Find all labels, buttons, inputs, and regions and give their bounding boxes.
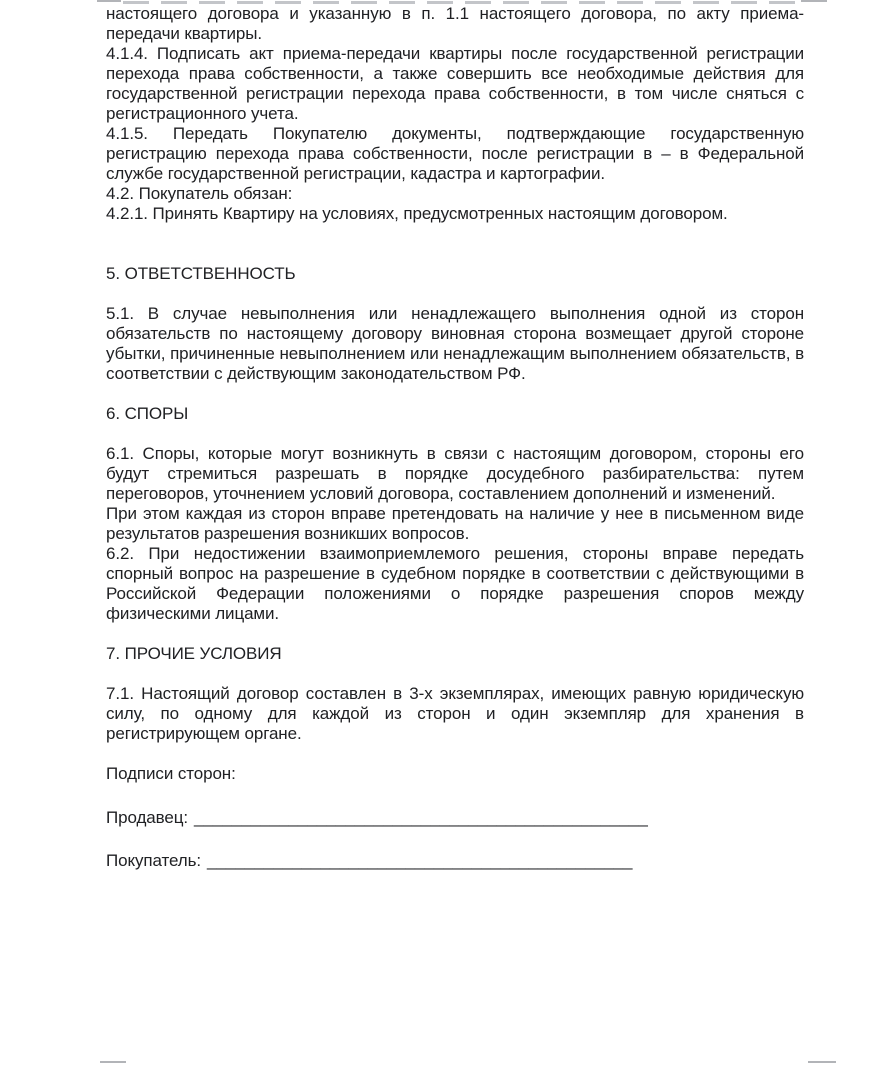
text-boundary-mark-bottom-right [808, 1061, 836, 1063]
clause-4-2: 4.2. Покупатель обязан: [106, 184, 293, 203]
section-7-heading: 7. ПРОЧИЕ УСЛОВИЯ [106, 644, 282, 663]
clause-4-1-4: 4.1.4. Подписать акт приема-передачи квартиры после государственной регистрации перехода права собственности, а также совершить все необходимые действия для государственной регистрации перехода права собственности, в том числе сняться с регистрационного учета. [106, 44, 804, 123]
clause-4-2-1: 4.2.1. Принять Квартиру на условиях, предусмотренных настоящим договором. [106, 204, 728, 223]
section-6-heading: 6. СПОРЫ [106, 404, 189, 423]
clause-6-1-continuation: При этом каждая из сторон вправе претендовать на наличие у нее в письменном виде результатов разрешения возникших вопросов. [106, 504, 804, 543]
buyer-label: Покупатель: [106, 851, 201, 870]
clause-7-1: 7.1. Настоящий договор составлен в 3-х экземплярах, имеющих равную юридическую силу, по одному для каждой из сторон и один экземпляр для хранения в регистрирующем органе. [106, 684, 804, 743]
signatures-title: Подписи сторон: [106, 764, 236, 783]
seller-label: Продавец: [106, 808, 188, 827]
buyer-signature-blank: _____________________________________________ [206, 851, 633, 870]
seller-signature-row [106, 808, 804, 828]
section-5-heading: 5. ОТВЕТСТВЕННОСТЬ [106, 264, 296, 283]
clause-6-1: 6.1. Споры, которые могут возникнуть в связи с настоящим договором, стороны его будут стремиться разрешать в порядке досудебного разбирательства: путем переговоров, уточнением условий договора, составлением дополнений и изменений. [106, 444, 804, 503]
text-boundary-mark-top-left [97, 0, 121, 2]
buyer-signature-row [106, 851, 804, 871]
contract-text-column [106, 4, 804, 871]
paragraph-continuation: настоящего договора и указанную в п. 1.1 настоящего договора, по акту приема-передачи квартиры. [106, 4, 804, 43]
clause-5-1: 5.1. В случае невыполнения или ненадлежащего выполнения одной из сторон обязательств по настоящему договору виновная сторона возмещает другой стороне убытки, причиненные невыполнением или ненадлежащим выполнением обязательств, в соответствии с действующим законодательством РФ. [106, 304, 804, 383]
clause-4-1-5: 4.1.5. Передать Покупателю документы, подтверждающие государственную регистрацию перехода права собственности, после регистрации в – в Федеральной службе государственной регистрации, кадастра и картографии. [106, 124, 804, 183]
seller-signature-blank: ________________________________________________ [193, 808, 648, 827]
text-boundary-mark-top-right [801, 0, 827, 2]
text-boundary-mark-bottom-left [100, 1061, 126, 1063]
clause-6-2: 6.2. При недостижении взаимоприемлемого решения, стороны вправе передать спорный вопрос на разрешение в судебном порядке в соответствии с действующими в Российской Федерации положениями о порядке разрешения споров между физическими лицами. [106, 544, 804, 623]
